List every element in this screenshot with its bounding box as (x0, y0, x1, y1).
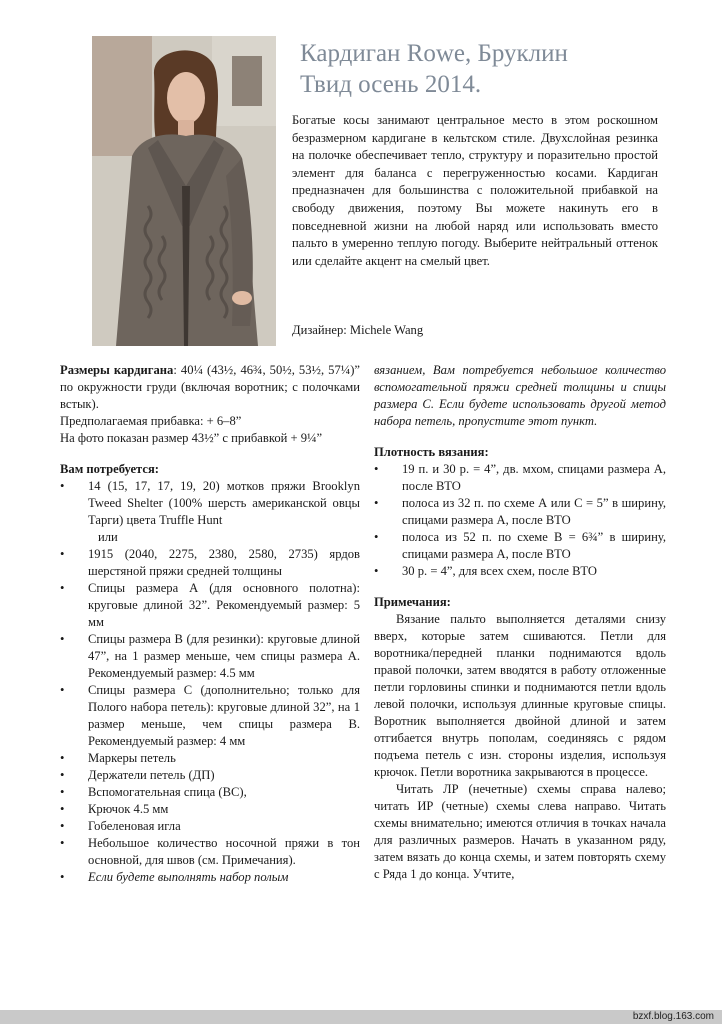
list-item (60, 801, 360, 818)
list-item (374, 529, 666, 563)
bullet-icon: • (374, 564, 379, 578)
list-item (60, 682, 360, 750)
intro-paragraph: Богатые косы занимают центральное место в этом роскошном безразмерном кардигане в кельтском стиле. Двухслойная резинка на полочке обеспечивает тепло, структуру и поразительно простой элемент для баланса с перегруженностью косами. Кардиган предназначен для большинства с положительной прибавкой на свободу движения, поэтому Вы можете накинуть его в повседневной жизни на любой наряд или использовать вместо пальто в умеренно теплую погоду. Выберите нейтральный оттенок или сделайте акцент на смелый цвет. (292, 113, 658, 268)
gauge-heading: Плотность вязания: (374, 445, 489, 459)
bullet-icon: • (60, 870, 65, 884)
list-item (60, 750, 360, 767)
list-item (374, 563, 666, 580)
bullet-icon: • (60, 632, 65, 646)
bullet-icon: • (60, 836, 65, 850)
list-item (60, 835, 360, 869)
sizes-heading: Размеры кардигана (60, 363, 174, 377)
bullet-icon: • (60, 768, 65, 782)
list-item (60, 767, 360, 784)
cardigan-photo-illustration (92, 36, 276, 346)
sizes-text: : 40¼ (43½, 46¾, 50½, 53½, 57¼)” по окружности груди (включая воротник; с полочками встык). (60, 363, 361, 411)
sizes-paragraph (60, 362, 360, 413)
crochet-hook: Крючок 4.5 мм (88, 802, 169, 816)
yarn-option-2: 1915 (2040, 2275, 2380, 2580, 2735) ярдов шерстяной пряжи средней толщины (88, 547, 360, 578)
needle-a: Спицы размера А (для основного полотна): круговые длиной 32”. Рекомендуемый размер: 5 мм (88, 581, 360, 629)
model-photo (92, 36, 276, 346)
list-item (60, 546, 360, 580)
list-item (60, 784, 360, 801)
list-item (60, 631, 360, 682)
title-line-1: Кардиган Rowe, Бруклин (300, 40, 568, 67)
list-item (374, 495, 666, 529)
markers: Маркеры петель (88, 751, 176, 765)
page-title (300, 38, 700, 100)
gauge-item-1: 19 п. и 30 р. = 4”, дв. мхом, спицами размера А, после ВТО (402, 462, 666, 493)
cable-needle: Вспомогательная спица (ВС), (88, 785, 247, 799)
bullet-icon: • (60, 547, 65, 561)
list-item (60, 580, 360, 631)
materials-heading: Вам потребуется: (60, 462, 159, 476)
bullet-icon: • (60, 802, 65, 816)
notes-heading: Примечания: (374, 595, 451, 609)
gauge-item-4: 30 р. = 4”, для всех схем, после ВТО (402, 564, 597, 578)
notes-paragraph-2: Читать ЛР (нечетные) схемы справа налево; читать ИР (четные) схемы слева направо. Читать схемы внимательно; имеются отличия в точках начала для различных размеров. Начать в указанном ряду, затем вязать до конца схемы, и затем повторять схему с Ряда 1 до конца. Учтите, (374, 782, 666, 881)
list-item (60, 869, 360, 886)
bullet-icon: • (374, 496, 379, 510)
bullet-icon: • (60, 683, 65, 697)
needle-b: Спицы размера В (для резинки): круговые длиной 47”, на 1 размер меньше, чем спицы размера А. Рекомендуемый размер: 4.5 мм (88, 632, 360, 680)
ease-text: Предполагаемая прибавка: + 6–8” (60, 414, 242, 428)
list-item (60, 818, 360, 835)
list-item (60, 478, 360, 529)
bullet-icon: • (374, 462, 379, 476)
footer-watermark: bzxf.blog.163.com (632, 1011, 714, 1022)
or-text: или (98, 530, 118, 544)
bullet-icon: • (60, 751, 65, 765)
gauge-item-3: полоса из 52 п. по схеме В = 6¾” в ширину, спицами размера А, после ВТО (402, 530, 666, 561)
left-column (60, 362, 360, 886)
bullet-icon: • (60, 581, 65, 595)
tubular-cast-on-continued: вязанием, Вам потребуется небольшое количество вспомогательной пряжи средней толщины и спицы размера С. Если будете использовать другой метод набора петель, пропустите этот пункт. (374, 363, 666, 428)
needle-c: Спицы размера С (дополнительно; только для Полого набора петель): круговые длиной 32”, на 1 размер меньше, чем спицы размера В. Рекомендуемый размер: 4 мм (88, 683, 360, 748)
bullet-icon: • (60, 819, 65, 833)
yarn-option-1: 14 (15, 17, 17, 19, 20) мотков пряжи Brooklyn Tweed Shelter (100% шерсть американской овцы Тарги) цвета Truffle Hunt (88, 479, 360, 527)
title-line-2: Твид осень 2014. (300, 71, 482, 98)
bullet-icon: • (60, 479, 65, 493)
gauge-item-2: полоса из 32 п. по схеме А или С = 5” в ширину, спицами размера А, после ВТО (402, 496, 666, 527)
right-column (374, 362, 666, 883)
shown-size-text: На фото показан размер 43½” с прибавкой + 9¼” (60, 431, 323, 445)
stitch-holders: Держатели петель (ДП) (88, 768, 215, 782)
waste-yarn: Небольшое количество носочной пряжи в тон основной, для швов (см. Примечания). (88, 836, 360, 867)
tapestry-needle: Гобеленовая игла (88, 819, 181, 833)
bullet-icon: • (374, 530, 379, 544)
list-item (374, 461, 666, 495)
tubular-cast-on-start: Если будете выполнять набор полым (88, 870, 289, 884)
bullet-icon: • (60, 785, 65, 799)
designer-credit: Дизайнер: Michele Wang (292, 323, 424, 337)
footer-bar (0, 1010, 722, 1024)
notes-paragraph-1: Вязание пальто выполняется деталями снизу вверх, которые затем сшиваются. Петли для воротника/передней планки поднимаются вдоль правой полочки, затем вводятся в работу отложенные петли горловины спинки и поднимаются петли вдоль левой полочки, используя длинные круговые спицы. Воротник выполняется двойной длиной и затем отгибается внутрь пополам, соединяясь с рядом подъема петель с изн. стороны изделия, используя крючок. Петли воротника закрываются в процессе. (374, 612, 666, 779)
